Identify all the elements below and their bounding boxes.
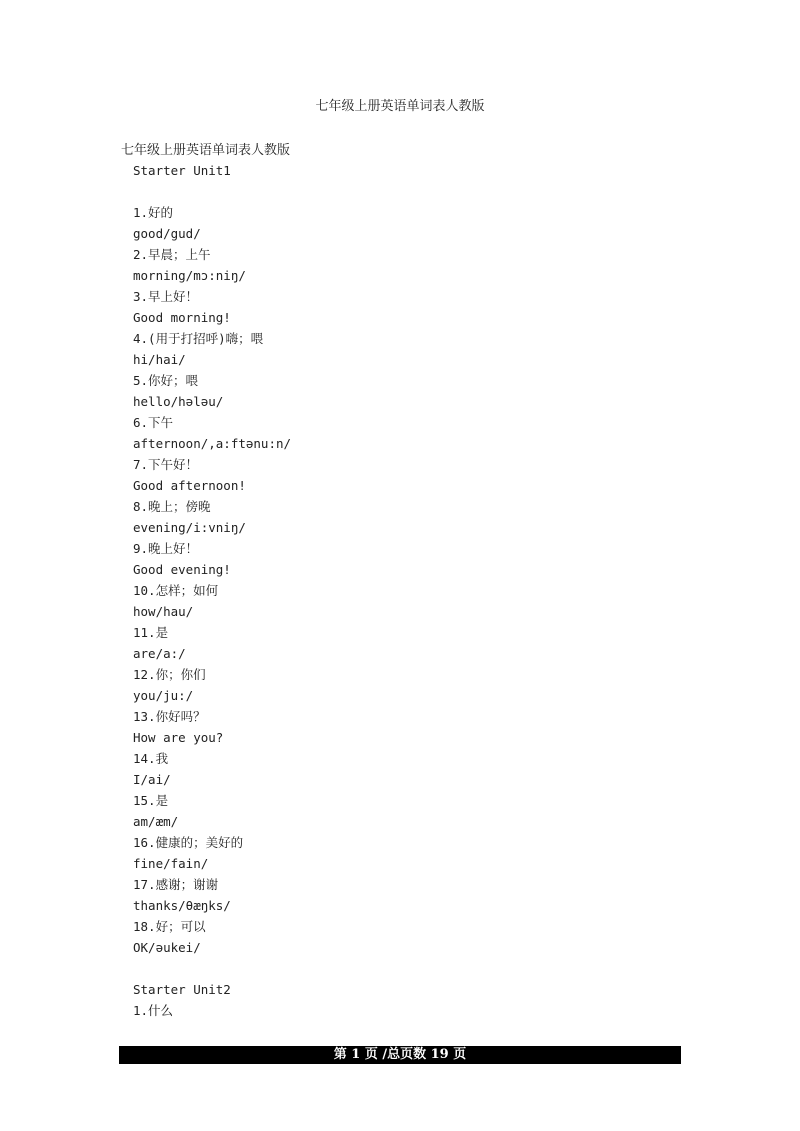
text-line: 18.好；可以 <box>133 919 206 934</box>
page-header-title: 七年级上册英语单词表人教版 <box>315 99 485 114</box>
text-line: evening/i:vniŋ/ <box>133 520 246 535</box>
text-line: Starter Unit1 <box>133 163 231 178</box>
text-line: 7.下午好！ <box>133 457 199 472</box>
text-line: 11.是 <box>133 625 169 640</box>
text-line: 12.你；你们 <box>133 667 206 682</box>
text-line: 2.早晨；上午 <box>133 247 211 262</box>
text-line <box>133 181 291 202</box>
text-line: OK/əukei/ <box>133 940 201 955</box>
text-line: How are you? <box>133 730 224 745</box>
text-line: 10.怎样；如何 <box>133 583 219 598</box>
text-line: 6.下午 <box>133 415 174 430</box>
text-line: 8.晚上；傍晚 <box>133 499 211 514</box>
text-line: 15.是 <box>133 793 169 808</box>
text-line: Good evening! <box>133 562 231 577</box>
text-line: Good afternoon! <box>133 478 246 493</box>
text-line: 13.你好吗？ <box>133 709 206 724</box>
text-line: hi/hai/ <box>133 352 186 367</box>
document-heading: 七年级上册英语单词表人教版 <box>121 143 291 158</box>
text-line: afternoon/,a:ftənu:n/ <box>133 436 292 451</box>
text-line: Starter Unit2 <box>133 982 231 997</box>
text-line: 17.感谢；谢谢 <box>133 877 219 892</box>
text-line: are/a:/ <box>133 646 186 661</box>
page-number-label: 第 1 页 /总页数 19 页 <box>333 1047 467 1062</box>
text-line: 16.健康的；美好的 <box>133 835 244 850</box>
text-line: good/gud/ <box>133 226 201 241</box>
page-footer <box>119 1046 681 1064</box>
text-line: am/æm/ <box>133 814 179 829</box>
text-line <box>133 958 291 979</box>
text-line: 4.(用于打招呼)嗨；喂 <box>133 331 264 346</box>
text-line: I/ai/ <box>133 772 171 787</box>
text-line: you/ju:/ <box>133 688 194 703</box>
text-line: 1.什么 <box>133 1003 174 1018</box>
text-line: 14.我 <box>133 751 169 766</box>
vocabulary-list <box>133 160 291 1021</box>
text-line: 5.你好；喂 <box>133 373 199 388</box>
text-line: 1.好的 <box>133 205 174 220</box>
text-line: Good morning! <box>133 310 231 325</box>
text-line: morning/mɔ:niŋ/ <box>133 268 246 283</box>
text-line: thanks/θæŋks/ <box>133 898 231 913</box>
text-line: 3.早上好！ <box>133 289 199 304</box>
text-line: fine/fain/ <box>133 856 209 871</box>
text-line: hello/hələu/ <box>133 394 224 409</box>
text-line: 9.晚上好！ <box>133 541 199 556</box>
text-line: how/hau/ <box>133 604 194 619</box>
